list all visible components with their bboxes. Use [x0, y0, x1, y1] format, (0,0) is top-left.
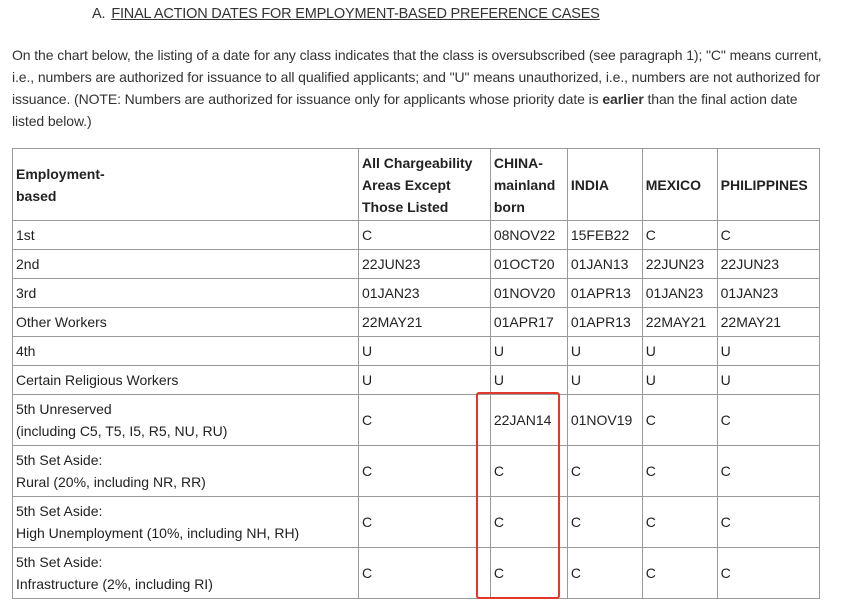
column-header — [567, 149, 642, 221]
intro-emphasis: earlier — [602, 91, 644, 107]
date-cell: C — [642, 497, 717, 548]
row-label — [13, 279, 359, 308]
row-label-line: 4th — [16, 343, 36, 359]
date-cell: C — [359, 548, 491, 599]
date-cell: 08NOV22 — [490, 221, 567, 250]
date-cell: U — [359, 337, 491, 366]
row-label-line: Other Workers — [16, 314, 107, 330]
row-label — [13, 366, 359, 395]
section-letter: A. — [92, 6, 106, 22]
final-action-dates-table — [12, 148, 820, 599]
column-header — [717, 149, 819, 221]
row-label-line: 1st — [16, 227, 35, 243]
date-cell: C — [642, 446, 717, 497]
date-cell: U — [642, 337, 717, 366]
table-row — [13, 497, 820, 548]
date-cell: 01JAN23 — [642, 279, 717, 308]
date-cell: C — [359, 395, 491, 446]
date-cell: C — [567, 446, 642, 497]
date-cell: 22MAY21 — [359, 308, 491, 337]
row-label — [13, 250, 359, 279]
date-cell: 01JAN23 — [717, 279, 819, 308]
table-row — [13, 279, 820, 308]
date-cell: C — [717, 221, 819, 250]
row-label — [13, 395, 359, 446]
date-cell: C — [717, 497, 819, 548]
row-label-line: 5th Set Aside: — [16, 452, 103, 468]
date-cell: 01NOV19 — [567, 395, 642, 446]
date-cell: C — [359, 221, 491, 250]
date-cell: C — [642, 548, 717, 599]
row-label — [13, 337, 359, 366]
intro-text-part1: On the chart below, the listing of a date for any class indicates that the class is oversubscribed (see paragraph 1); "C" means current, i.e., numbers are authorized for issuance to all qualified applicants; and "U" means unauthorized, i.e., numbers are not authorized for issuance. (NOTE: Numbers are authorized for issuance only for applicants whose priority date is — [12, 47, 822, 107]
column-header — [490, 149, 567, 221]
row-label-line: 5th Set Aside: — [16, 554, 103, 570]
date-cell: C — [642, 221, 717, 250]
row-label — [13, 497, 359, 548]
column-header-line: Those Listed — [362, 198, 449, 215]
column-header-line: Areas Except — [362, 176, 451, 193]
column-header-line: INDIA — [570, 176, 609, 193]
row-label — [13, 221, 359, 250]
date-cell: C — [490, 548, 567, 599]
row-label-line: Rural (20%, including NR, RR) — [16, 474, 206, 490]
column-header — [13, 149, 359, 221]
intro-text-part2: than the final action date listed below.) — [12, 91, 798, 129]
date-cell: U — [490, 337, 567, 366]
table-row — [13, 308, 820, 337]
date-cell: C — [490, 497, 567, 548]
date-cell: 15FEB22 — [567, 221, 642, 250]
column-header-line: mainland — [493, 176, 556, 193]
date-cell: U — [359, 366, 491, 395]
row-label-line: 2nd — [16, 256, 40, 272]
date-cell: 22JAN14 — [490, 395, 567, 446]
date-cell: 22JUN23 — [359, 250, 491, 279]
column-header-line: All Chargeability — [362, 154, 473, 171]
column-header-line: CHINA- — [493, 154, 543, 171]
date-cell: 01JAN23 — [359, 279, 491, 308]
date-cell: U — [642, 366, 717, 395]
date-cell: C — [490, 446, 567, 497]
table-row — [13, 548, 820, 599]
table-row — [13, 337, 820, 366]
date-cell: C — [642, 395, 717, 446]
date-cell: 22MAY21 — [717, 308, 819, 337]
column-header-line: MEXICO — [645, 176, 701, 193]
table-row — [13, 395, 820, 446]
date-cell: U — [567, 366, 642, 395]
column-header-line: PHILIPPINES — [720, 176, 808, 193]
column-header-line: Employment- — [16, 165, 105, 182]
date-cell: U — [567, 337, 642, 366]
date-cell: C — [567, 497, 642, 548]
date-cell: C — [359, 497, 491, 548]
date-cell: 01APR13 — [567, 308, 642, 337]
date-cell: 01APR17 — [490, 308, 567, 337]
column-header-line: born — [493, 198, 525, 215]
intro-paragraph — [12, 44, 832, 132]
date-cell: 01APR13 — [567, 279, 642, 308]
row-label-line: Certain Religious Workers — [16, 372, 179, 388]
row-label — [13, 308, 359, 337]
row-label-line: Infrastructure (2%, including RI) — [16, 576, 213, 592]
date-cell: C — [717, 548, 819, 599]
date-cell: C — [359, 446, 491, 497]
row-label — [13, 446, 359, 497]
date-cell: C — [717, 395, 819, 446]
date-cell: C — [567, 548, 642, 599]
row-label-line: (including C5, T5, I5, R5, NU, RU) — [16, 423, 228, 439]
section-heading — [92, 6, 600, 22]
row-label-line: High Unemployment (10%, including NH, RH) — [16, 525, 300, 541]
row-label — [13, 548, 359, 599]
date-cell: 22JUN23 — [717, 250, 819, 279]
date-cell: U — [717, 337, 819, 366]
column-header — [642, 149, 717, 221]
table-row — [13, 366, 820, 395]
row-label-line: 5th Set Aside: — [16, 503, 103, 519]
date-cell: 01OCT20 — [490, 250, 567, 279]
date-cell: U — [490, 366, 567, 395]
table-header-row — [13, 149, 820, 221]
column-header-line: based — [16, 187, 57, 204]
section-title: FINAL ACTION DATES FOR EMPLOYMENT-BASED PREFERENCE CASES — [111, 6, 600, 22]
date-cell: 22MAY21 — [642, 308, 717, 337]
date-cell: 01NOV20 — [490, 279, 567, 308]
date-cell: U — [717, 366, 819, 395]
row-label-line: 3rd — [16, 285, 37, 301]
table-row — [13, 221, 820, 250]
row-label-line: 5th Unreserved — [16, 401, 112, 417]
date-cell: C — [717, 446, 819, 497]
table-row — [13, 446, 820, 497]
column-header — [359, 149, 491, 221]
date-cell: 01JAN13 — [567, 250, 642, 279]
table-row — [13, 250, 820, 279]
date-cell: 22JUN23 — [642, 250, 717, 279]
